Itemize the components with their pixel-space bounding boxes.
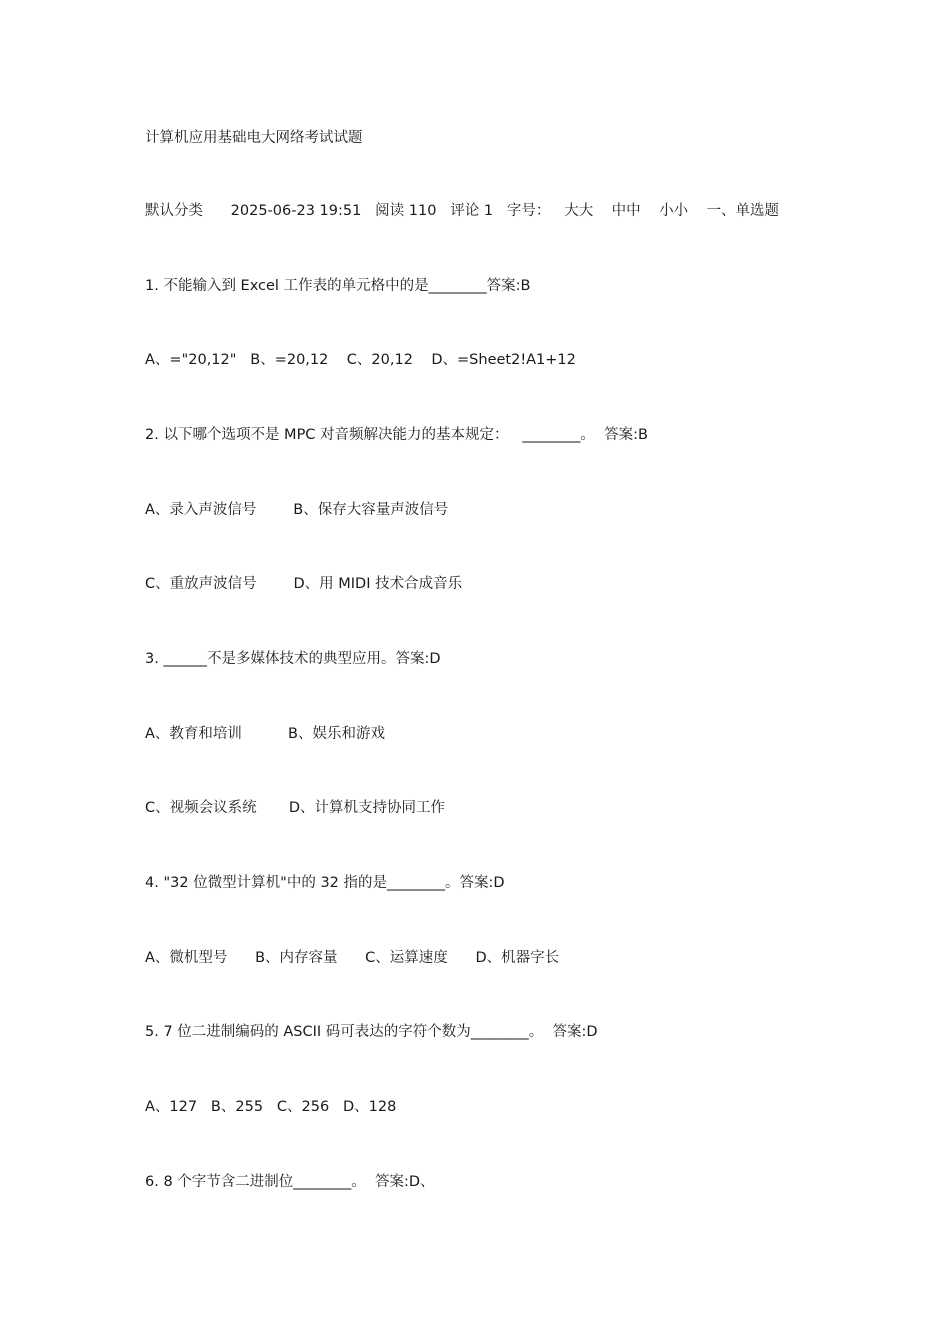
question-1: 1. 不能输入到 Excel 工作表的单元格中的是________答案:B xyxy=(145,278,531,294)
question-2: 2. 以下哪个选项不是 MPC 对音频解决能力的基本规定： ________。 答案:B xyxy=(145,427,648,443)
document-title: 计算机应用基础电大网络考试试题 xyxy=(145,130,363,146)
question-6: 6. 8 个字节含二进制位________。 答案:D、 xyxy=(145,1174,435,1190)
question-5: 5. 7 位二进制编码的 ASCII 码可表达的字符个数为________。 答案:D xyxy=(145,1024,598,1040)
question-3: 3. ______不是多媒体技术的典型应用。答案:D xyxy=(145,651,441,667)
question-5-options: A、127 B、255 C、256 D、128 xyxy=(145,1099,397,1115)
question-2-options-cd: C、重放声波信号 D、用 MIDI 技术合成音乐 xyxy=(145,576,463,592)
question-4: 4. "32 位微型计算机"中的 32 指的是________。答案:D xyxy=(145,875,505,891)
question-4-options: A、微机型号 B、内存容量 C、运算速度 D、机器字长 xyxy=(145,950,560,966)
question-3-options-cd: C、视频会议系统 D、计算机支持协同工作 xyxy=(145,800,446,816)
question-2-options-ab: A、录入声波信号 B、保存大容量声波信号 xyxy=(145,502,449,518)
document-meta: 默认分类 2025-06-23 19:51 阅读 110 评论 1 字号： 大大 中中 小小 一、单选题 xyxy=(145,203,780,219)
question-1-options: A、="20,12" B、=20,12 C、20,12 D、=Sheet2!A1+12 xyxy=(145,352,576,368)
question-3-options-ab: A、教育和培训 B、娱乐和游戏 xyxy=(145,726,385,742)
